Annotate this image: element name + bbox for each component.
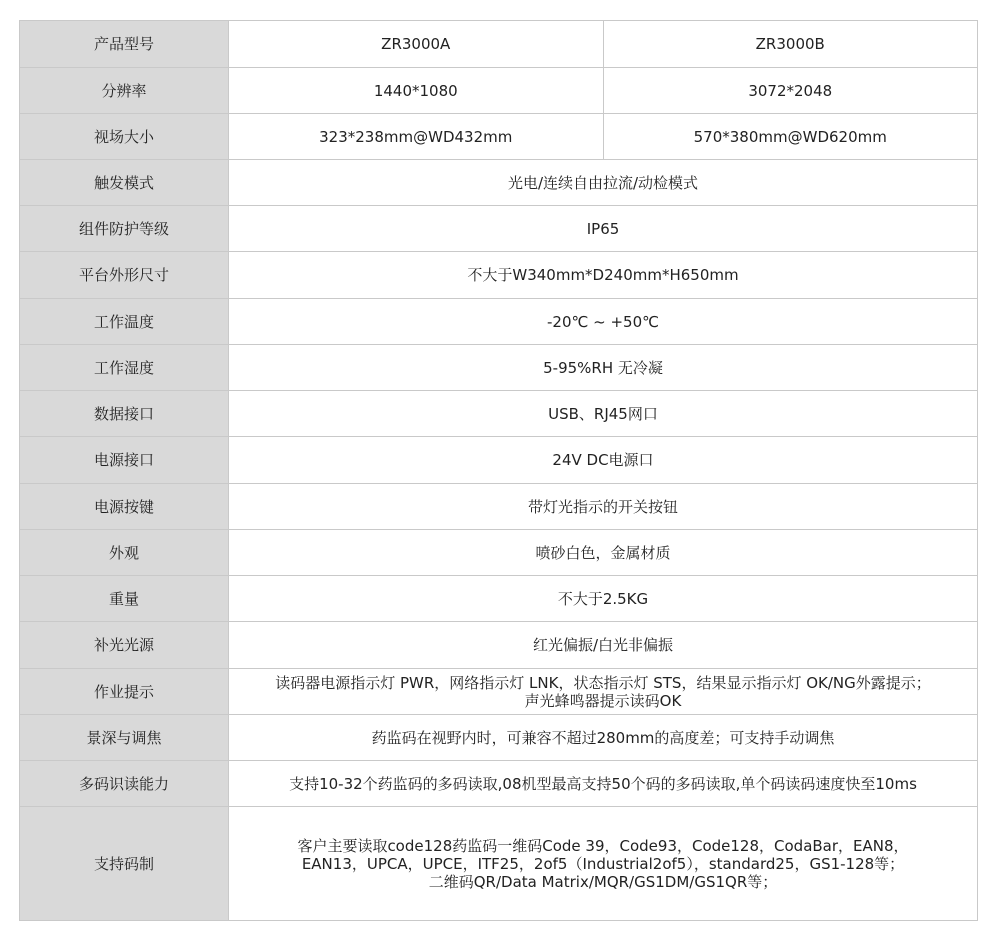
row-label: 景深与调焦 (20, 715, 229, 761)
value-a: ZR3000A (229, 21, 604, 68)
row-label: 工作湿度 (20, 345, 229, 391)
value-a: 323*238mm@WD432mm (229, 114, 604, 160)
value: IP65 (229, 206, 978, 252)
value: 不大于W340mm*D240mm*H650mm (229, 252, 978, 299)
value-b: ZR3000B (603, 21, 978, 68)
value-a: 1440*1080 (229, 68, 604, 114)
row-label: 平台外形尺寸 (20, 252, 229, 299)
value: 药监码在视野内时，可兼容不超过280mm的高度差；可支持手动调焦 (229, 715, 978, 761)
table-row (20, 160, 978, 206)
row-label: 多码识读能力 (20, 761, 229, 807)
row-label: 产品型号 (20, 21, 229, 68)
table-row (20, 807, 978, 921)
row-label: 组件防护等级 (20, 206, 229, 252)
table-row (20, 761, 978, 807)
row-label: 视场大小 (20, 114, 229, 160)
row-label: 触发模式 (20, 160, 229, 206)
value-b: 3072*2048 (603, 68, 978, 114)
value: 支持10-32个药监码的多码读取,08机型最高支持50个码的多码读取,单个码读码速度快至10ms (229, 761, 978, 807)
table-row (20, 299, 978, 345)
value: 红光偏振/白光非偏振 (229, 622, 978, 669)
table-row (20, 68, 978, 114)
value: 不大于2.5KG (229, 576, 978, 622)
row-label: 分辨率 (20, 68, 229, 114)
row-label: 外观 (20, 530, 229, 576)
value: 喷砂白色，金属材质 (229, 530, 978, 576)
table-row (20, 345, 978, 391)
row-label: 补光光源 (20, 622, 229, 669)
table-row (20, 114, 978, 160)
table-row (20, 530, 978, 576)
value-b: 570*380mm@WD620mm (603, 114, 978, 160)
row-label: 电源按键 (20, 484, 229, 530)
row-label: 支持码制 (20, 807, 229, 921)
row-label: 作业提示 (20, 669, 229, 715)
table-row (20, 669, 978, 715)
value: -20℃ ~ +50℃ (229, 299, 978, 345)
spec-table (19, 20, 978, 921)
row-label: 电源接口 (20, 437, 229, 484)
value: 带灯光指示的开关按钮 (229, 484, 978, 530)
table-row (20, 206, 978, 252)
table-row (20, 715, 978, 761)
table-row (20, 576, 978, 622)
value: 读码器电源指示灯 PWR，网络指示灯 LNK，状态指示灯 STS，结果显示指示灯 OK/NG外露提示； 声光蜂鸣器提示读码OK (229, 669, 978, 715)
table-row (20, 484, 978, 530)
value: 光电/连续自由拉流/动检模式 (229, 160, 978, 206)
row-label: 重量 (20, 576, 229, 622)
table-row (20, 622, 978, 669)
row-label: 数据接口 (20, 391, 229, 437)
table-row (20, 437, 978, 484)
value: USB、RJ45网口 (229, 391, 978, 437)
table-row (20, 391, 978, 437)
value: 5-95%RH 无冷凝 (229, 345, 978, 391)
table-row (20, 252, 978, 299)
row-label: 工作温度 (20, 299, 229, 345)
value: 客户主要读取code128药监码一维码Code 39，Code93，Code128，CodaBar，EAN8， EAN13，UPCA，UPCE，ITF25，2of5（Industrial2of5），standard25，GS1-128等； 二维码QR/Data Matrix/MQR/GS1DM/GS1QR等； (229, 807, 978, 921)
table-row (20, 21, 978, 68)
value: 24V DC电源口 (229, 437, 978, 484)
